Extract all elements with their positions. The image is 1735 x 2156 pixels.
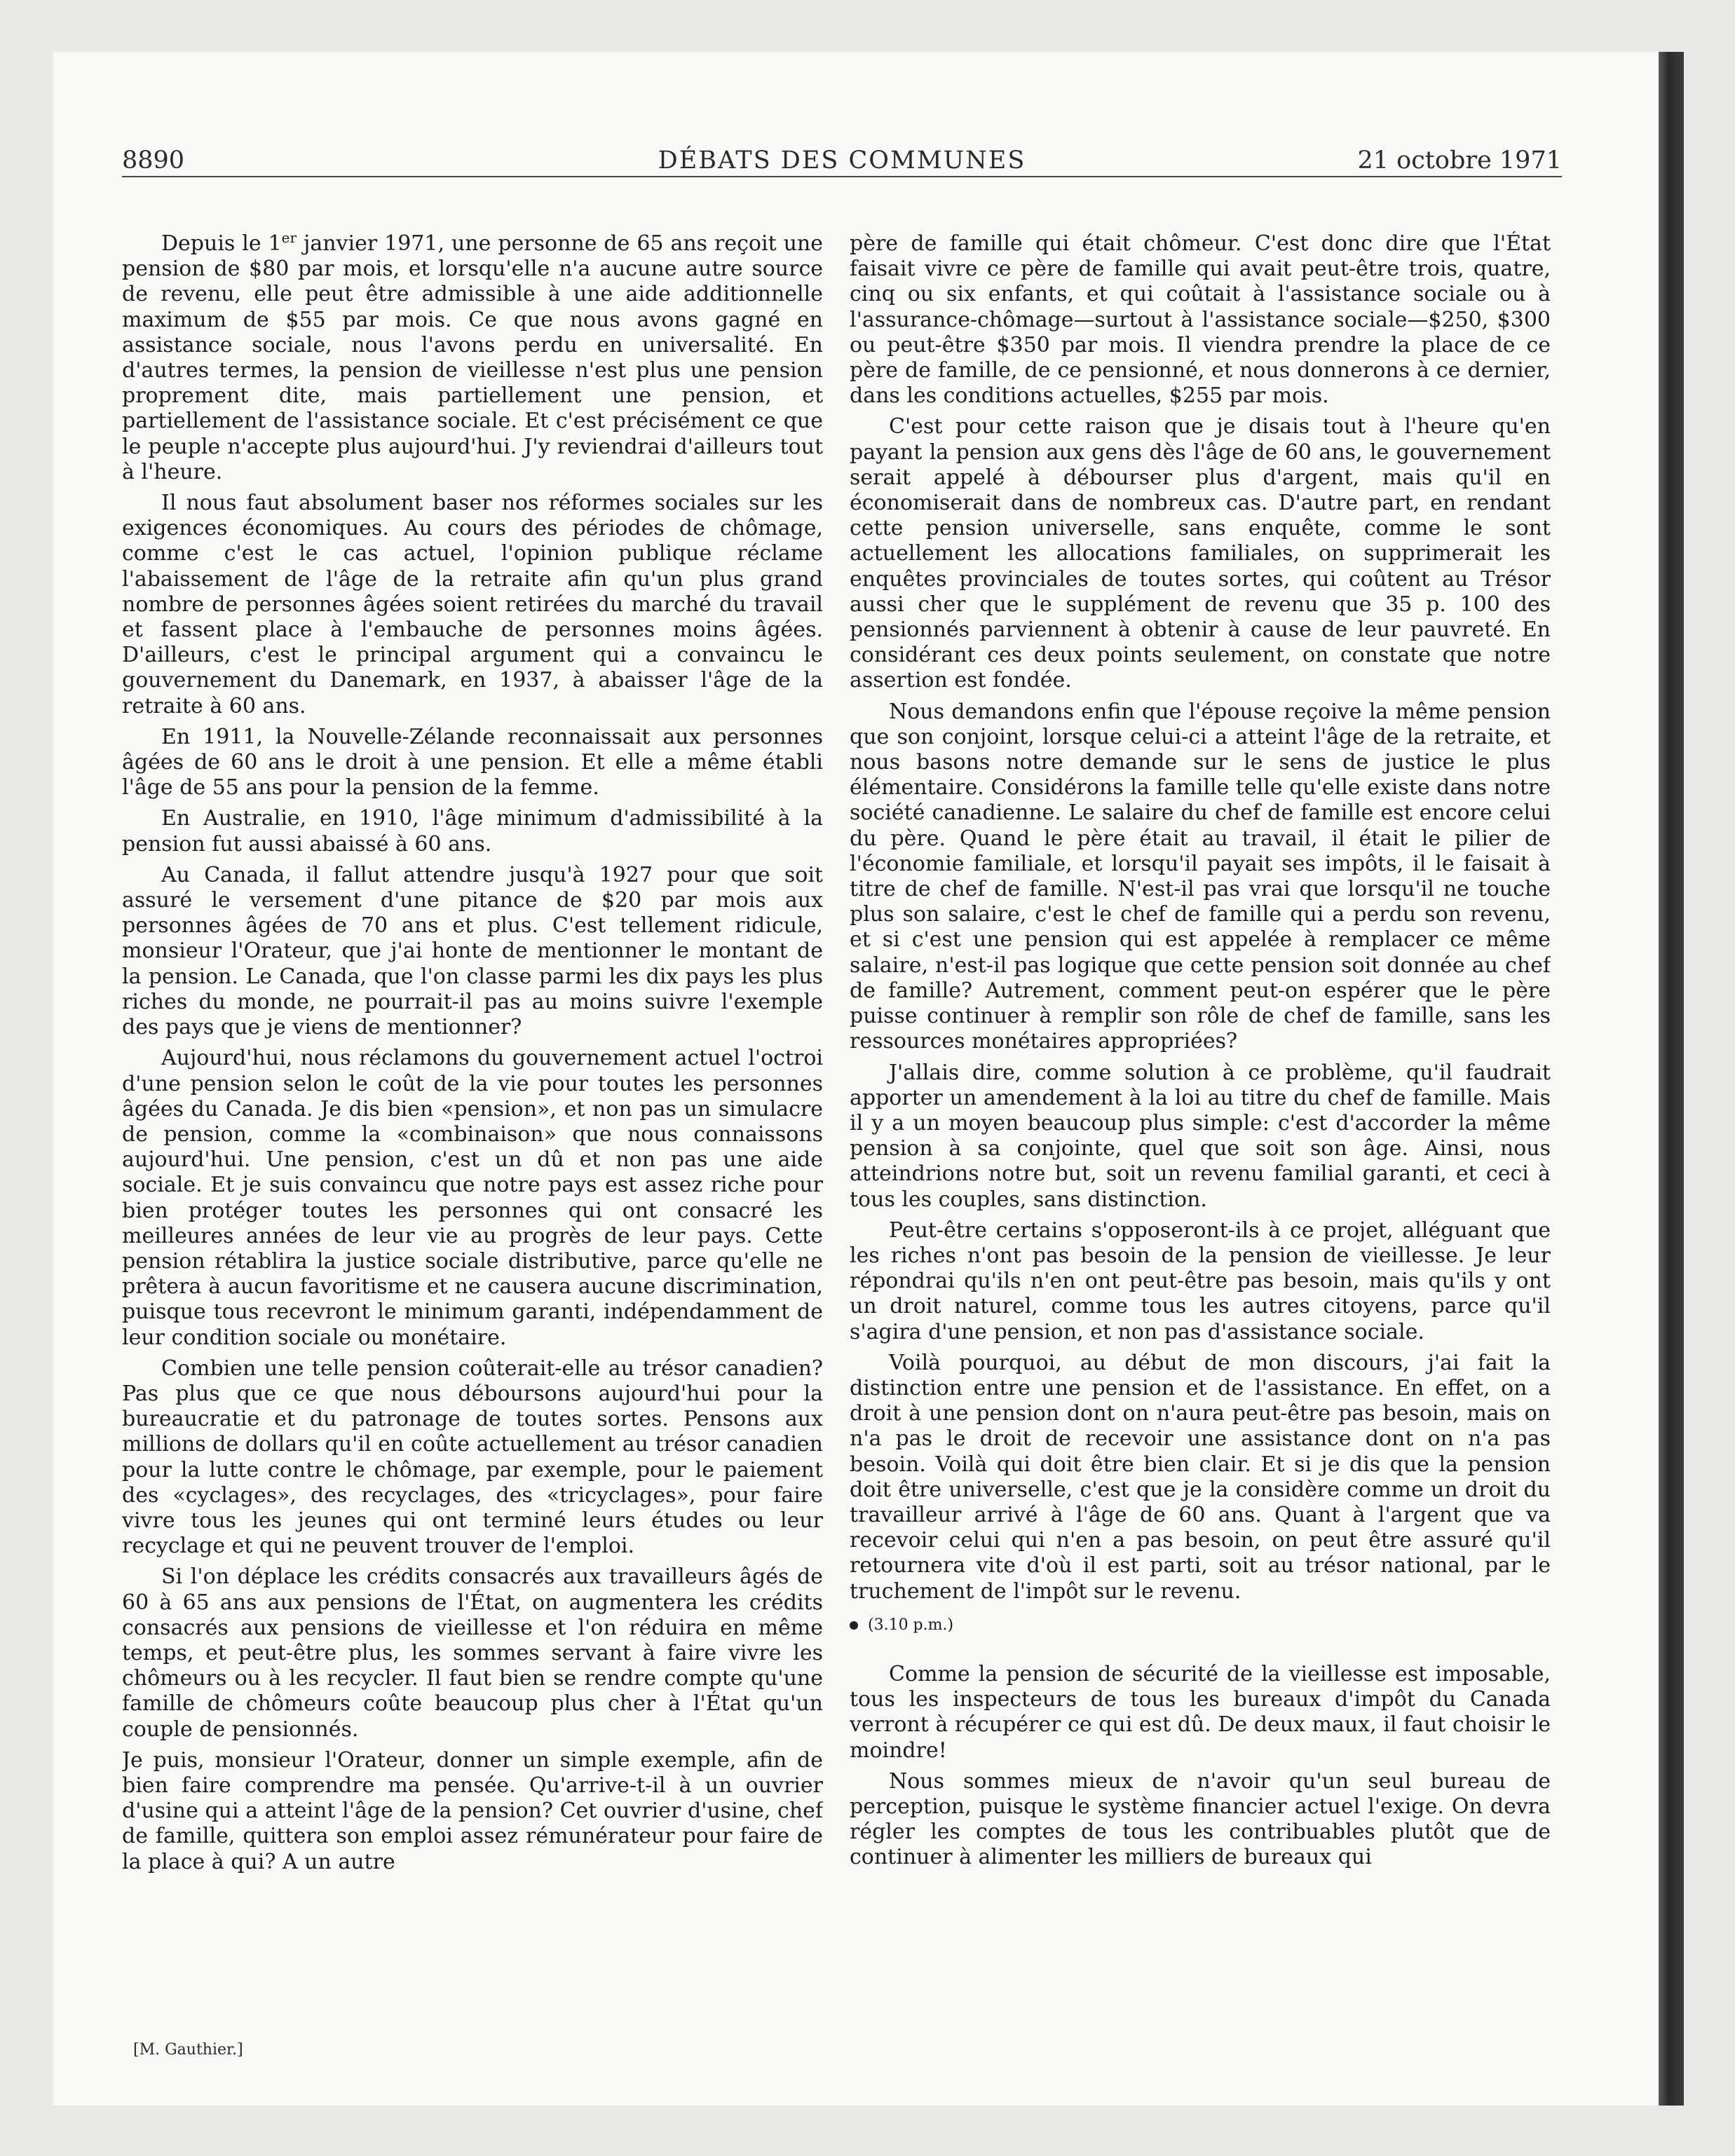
paragraph: Il nous faut absolument baser nos réformes sociales sur les exigences économiques. Au cours des périodes de chômage, comme c'est le cas actuel, l'opinion publique réclame l'abaissement de l'âge de la retraite afin qu'un plus grand nombre de personnes âgées soient retirées du marché du travail et fassent place à l'embauche de personnes moins âgées. D'ailleurs, c'est le principal argument qui a convaincu le gouvernement du Danemark, en 1937, à abaisser l'âge de la retraite à 60 ans. [122,491,823,718]
paragraph: Si l'on déplace les crédits consacrés aux travailleurs âgés de 60 à 65 ans aux pensions de l'État, on augmentera les crédits consacrés aux pensions de vieillesse et l'on réduira en même temps, et peut-être plus, les sommes servant à faire vivre les chômeurs ou à les recycler. Il faut bien se rendre compte qu'une famille de chômeurs coûte beaucoup plus cher à l'État qu'un couple de pensionnés. [122,1564,823,1742]
timestamp [850,1613,1551,1638]
bullet-icon [850,1621,858,1630]
publication-date: 21 octobre 1971 [1357,146,1562,175]
paragraph: Je puis, monsieur l'Orateur, donner un simple exemple, afin de bien faire comprendre ma pensée. Qu'arrive-t-il à un ouvrier d'usine qui a atteint l'âge de la pension? Cet ouvrier d'usine, chef de famille, quittera son emploi assez rémunérateur pour faire de la place à qui? A un autre [122,1747,823,1874]
paragraph: Combien une telle pension coûterait-elle au trésor canadien? Pas plus que ce que nous déboursons aujourd'hui pour la bureaucratie et du patronage de toutes sortes. Pensons aux millions de dollars qu'il en coûte actuellement au trésor canadien pour la lutte contre le chômage, par exemple, pour le paiement des «cyclages», des recyclages, des «tricyclages», pour faire vivre tous les jeunes qui ont terminé leurs études ou leur recyclage et qui ne peuvent trouver de l'emploi. [122,1356,823,1559]
page-number: 8890 [122,146,185,175]
paragraph: Au Canada, il fallut attendre jusqu'à 1927 pour que soit assuré le versement d'une pitance de $20 par mois aux personnes âgées de 70 ans et plus. C'est tellement ridicule, monsieur l'Orateur, que j'ai honte de mentionner le montant de la pension. Le Canada, que l'on classe parmi les dix pays les plus riches du monde, ne pourrait-il pas au moins suivre l'exemple des pays que je viens de mentionner? [122,862,823,1040]
paragraph: Aujourd'hui, nous réclamons du gouvernement actuel l'octroi d'une pension selon le coût de la vie pour toutes les personnes âgées du Canada. Je dis bien «pension», et non pas un simulacre de pension, comme la «combinaison» que nous connaissons aujourd'hui. Une pension, c'est un dû et non pas une aide sociale. Et je suis convaincu que notre pays est assez riche pour bien protéger toutes les personnes qui ont consacré les meilleures années de leur vie au progrès de leur pays. Cette pension rétablira la justice sociale distributive, parce qu'elle ne prêtera à aucun favoritisme et ne causera aucune discrimination, puisque tous recevront le minimum garanti, indépendamment de leur condition sociale ou monétaire. [122,1046,823,1350]
paragraph: J'allais dire, comme solution à ce problème, qu'il faudrait apporter un amendement à la loi au titre du chef de famille. Mais il y a un moyen beaucoup plus simple: c'est d'accorder la même pension à sa conjointe, quel que soit son âge. Ainsi, nous atteindrions notre but, soit un revenu familial garanti, et ceci à tous les couples, sans distinction. [850,1060,1551,1212]
right-column [850,231,1551,2015]
left-column [122,231,823,2015]
paragraph-continuation: père de famille qui était chômeur. C'est donc dire que l'État faisait vivre ce père de famille qui avait peut-être trois, quatre, cinq ou six enfants, et qui coûtait à l'assistance sociale ou à l'assurance-chômage—surtout à l'assistance sociale—$250, $300 ou peut-être $350 par mois. Il viendra prendre la place de ce père de famille, de ce pensionné, et nous donnerons à ce dernier, dans les conditions actuelles, $255 par mois. [850,231,1551,409]
paragraph: Peut-être certains s'opposeront-ils à ce projet, alléguant que les riches n'ont pas besoin de la pension de vieillesse. Je leur répondrai qu'ils n'en ont peut-être pas besoin, mais qu'ils y ont un droit naturel, comme tous les autres citoyens, parce qu'il s'agira d'une pension, et non pas d'assistance sociale. [850,1217,1551,1344]
paragraph: C'est pour cette raison que je disais tout à l'heure qu'en payant la pension aux gens dès l'âge de 60 ans, le gouvernement serait appelé à débourser plus d'argent, mais qu'il en économiserait dans de nombreux cas. D'autre part, en rendant cette pension universelle, sans enquête, comme le sont actuellement les allocations familiales, on supprimerait les enquêtes provinciales de toutes sortes, qui coûtent au Trésor aussi cher que le supplément de revenu que 35 p. 100 des pensionnés parviennent à obtenir à cause de leur pauvreté. En considérant ces deux points seulement, on constate que notre assertion est fondée. [850,414,1551,693]
speaker-label: [M. Gauthier.] [133,2041,243,2059]
publication-title: DÉBATS DES COMMUNES [658,146,1026,175]
page-header [122,144,1562,177]
paragraph: Voilà pourquoi, au début de mon discours, j'ai fait la distinction entre une pension et de l'assistance. En effet, on a droit à une pension dont on n'aura peut-être pas besoin, mais on n'a pas le droit de recevoir une assistance dont on n'a pas besoin. Voilà qui doit être bien clair. Et si je dis que la pension doit être universelle, c'est que je la considère comme un droit du travailleur arrivé à l'âge de 60 ans. Quant à l'argent que va recevoir celui qui n'en a pas besoin, on peut être assuré qu'il retournera vite d'où il est parti, soit au trésor national, par le truchement de l'impôt sur le revenu. [850,1350,1551,1604]
paragraph: En Australie, en 1910, l'âge minimum d'admissibilité à la pension fut aussi abaissé à 60 ans. [122,806,823,857]
paragraph: Comme la pension de sécurité de la vieillesse est imposable, tous les inspecteurs de tous les bureaux d'impôt du Canada verront à récupérer ce qui est dû. De deux maux, il faut choisir le moindre! [850,1661,1551,1763]
header-rule [122,176,1562,177]
paragraph: Nous demandons enfin que l'épouse reçoive la même pension que son conjoint, lorsque celui-ci a atteint l'âge de la retraite, et nous basons notre demande sur le sens de justice le plus élémentaire. Considérons la famille telle qu'elle existe dans notre société canadienne. Le salaire du chef de famille est encore celui du père. Quand le père était au travail, il était le pilier de l'économie familiale, et lorsqu'il payait ses impôts, il le faisait à titre de chef de famille. N'est-il pas vrai que lorsqu'il ne touche plus son salaire, c'est le chef de famille qui a perdu son revenu, et si c'est une pension qui est appelée à remplacer ce même salaire, n'est-il pas logique que cette pension soit donnée au chef de famille? Autrement, comment peut-on espérer que le père puisse continuer à remplir son rôle de chef de famille, sans les ressources monétaires appropriées? [850,699,1551,1054]
page-edge-shadow [1659,52,1684,2106]
timestamp-text: (3.10 p.m.) [868,1616,954,1634]
paragraph: Nous sommes mieux de n'avoir qu'un seul bureau de perception, puisque le système financier actuel l'exige. On devra régler les comptes de tous les contribuables plutôt que de continuer à alimenter les milliers de bureaux qui [850,1768,1551,1870]
paragraph: Depuis le 1er janvier 1971, une personne de 65 ans reçoit une pension de $80 par mois, et lorsqu'elle n'a aucune autre source de revenu, elle peut être admissible à une aide additionnelle maximum de $55 par mois. Ce que nous avons gagné en assistance sociale, nous l'avons perdu en universalité. En d'autres termes, la pension de vieillesse n'est plus une pension proprement dite, mais partiellement une pension, et partiellement de l'assistance sociale. Et c'est précisément ce que le peuple n'accepte plus aujourd'hui. J'y reviendrai d'ailleurs tout à l'heure. [122,231,823,484]
paragraph: En 1911, la Nouvelle-Zélande reconnaissait aux personnes âgées de 60 ans le droit à une pension. Et elle a même établi l'âge de 55 ans pour la pension de la femme. [122,724,823,800]
